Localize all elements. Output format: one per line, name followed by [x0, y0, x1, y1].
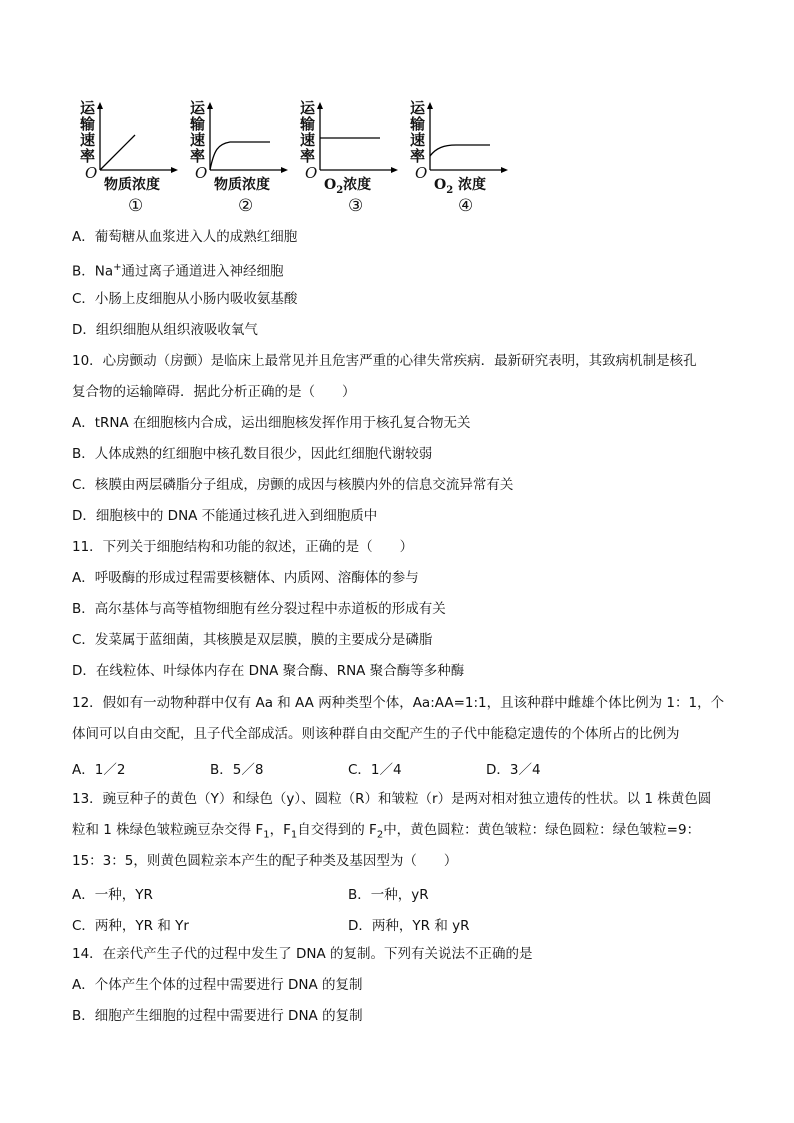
- graph-2-ylabel: 运 输 速 率: [190, 99, 206, 165]
- q14-option-b: B．细胞产生细胞的过程中需要进行 DNA 的复制: [72, 1008, 363, 1024]
- q13-option-d: D．两种，YR 和 yR: [348, 918, 470, 934]
- graph-1-ylabel: 运 输 速 率: [80, 99, 96, 165]
- q11-option-b: B．高尔基体与高等植物细胞有丝分裂过程中赤道板的形成有关: [72, 601, 446, 617]
- q12-option-a: A．1／2: [72, 762, 126, 778]
- graph-1-x-arrow: [171, 167, 178, 173]
- graph-3-number: ③: [348, 196, 364, 216]
- graph-4-ylabel: 运 输 速 率: [410, 99, 426, 165]
- graph-3-xlabel: $O_2$浓度: [324, 177, 372, 196]
- graph-3: [290, 92, 400, 222]
- graph-1-origin: O: [85, 164, 98, 182]
- graph-3-origin: O: [305, 164, 318, 182]
- graph-3-x-arrow: [391, 167, 398, 173]
- q13-stem-line-2: 粒和 1 株绿色皱粒豌豆杂交得 $F_1$，$F_1$自交得到的 $F_2$中，黄色圆粒：黄色皱粒：绿色圆粒：绿色皱粒=9：: [72, 822, 701, 841]
- graph-2-number: ②: [238, 196, 254, 216]
- graph-1-number: ①: [128, 196, 144, 216]
- q13-stem-line-1: 13．豌豆种子的黄色（Y）和绿色（y）、圆粒（R）和皱粒（r）是两对相对独立遗传的性状。以 1 株黄色圆: [72, 791, 712, 807]
- q12-option-c: C．1／4: [348, 762, 402, 778]
- q13-option-a: A．一种，YR: [72, 887, 153, 903]
- transport-rate-graphs: [70, 92, 510, 222]
- graph-4-origin: O: [415, 164, 428, 182]
- q10-option-d: D．细胞核中的 DNA 不能通过核孔进入到细胞质中: [72, 508, 378, 524]
- graph-4: [400, 92, 510, 222]
- graph-2-x-arrow: [281, 167, 288, 173]
- q10-option-a: A．tRNA 在细胞核内合成，运出细胞核发挥作用于核孔复合物无关: [72, 415, 471, 431]
- q12-option-d: D．3／4: [486, 762, 541, 778]
- graph-4-y-arrow: [427, 102, 433, 109]
- q10-option-c: C．核膜由两层磷脂分子组成，房颤的成因与核膜内外的信息交流异常有关: [72, 477, 514, 493]
- graph-1-curve: [100, 135, 135, 170]
- q12-stem-line-1: 12．假如有一动物种群中仅有 Aa 和 AA 两种类型个体，Aa:AA=1:1，且该种群中雌雄个体比例为 1：1，个: [72, 695, 725, 711]
- graph-1-xlabel: 物质浓度: [104, 177, 160, 193]
- graph-2-origin: O: [195, 164, 208, 182]
- graph-3-y-arrow: [317, 102, 323, 109]
- graph-2-curve: [210, 142, 270, 170]
- q11-stem: 11．下列关于细胞结构和功能的叙述，正确的是（ ）: [72, 539, 414, 555]
- q13-stem-line-3: 15：3：5，则黄色圆粒亲本产生的配子种类及基因型为（ ）: [72, 853, 458, 869]
- q11-option-a: A．呼吸酶的形成过程需要核糖体、内质网、溶酶体的参与: [72, 570, 419, 586]
- graph-1-y-arrow: [97, 102, 103, 109]
- q9-option-b: B．Na+通过离子通道进入神经细胞: [72, 262, 284, 280]
- q12-option-b: B．5／8: [210, 762, 264, 778]
- graph-2-xlabel: 物质浓度: [214, 177, 270, 193]
- q11-option-c: C．发菜属于蓝细菌，其核膜是双层膜，膜的主要成分是磷脂: [72, 632, 433, 648]
- q11-option-d: D．在线粒体、叶绿体内存在 DNA 聚合酶、RNA 聚合酶等多种酶: [72, 663, 465, 679]
- q12-stem-line-2: 体间可以自由交配，且子代全部成活。则该种群自由交配产生的子代中能稳定遗传的个体所占的比例为: [72, 726, 680, 742]
- q10-stem-line-1: 10．心房颤动（房颤）是临床上最常见并且危害严重的心律失常疾病．最新研究表明，其致病机制是核孔: [72, 353, 697, 369]
- graph-4-xlabel: $O_2$ 浓度: [434, 177, 487, 196]
- graph-2-y-arrow: [207, 102, 213, 109]
- graph-3-ylabel: 运 输 速 率: [300, 99, 316, 165]
- q10-option-b: B．人体成熟的红细胞中核孔数目很少，因此红细胞代谢较弱: [72, 446, 433, 462]
- graph-1: [70, 92, 180, 222]
- graph-4-number: ④: [458, 196, 474, 216]
- q14-stem: 14．在亲代产生子代的过程中发生了 DNA 的复制。下列有关说法不正确的是: [72, 946, 533, 962]
- graph-4-curve: [430, 145, 490, 156]
- q13-option-b: B．一种，yR: [348, 887, 429, 903]
- graph-4-x-arrow: [501, 167, 508, 173]
- q9-option-c: C．小肠上皮细胞从小肠内吸收氨基酸: [72, 291, 298, 307]
- q13-option-c: C．两种，YR 和 Yr: [72, 918, 189, 934]
- graph-2: [180, 92, 290, 222]
- q9-option-a: A．葡萄糖从血浆进入人的成熟红细胞: [72, 229, 298, 245]
- q14-option-a: A．个体产生个体的过程中需要进行 DNA 的复制: [72, 977, 363, 993]
- q9-option-d: D．组织细胞从组织液吸收氧气: [72, 322, 258, 338]
- q10-stem-line-2: 复合物的运输障碍．据此分析正确的是（ ）: [72, 384, 356, 400]
